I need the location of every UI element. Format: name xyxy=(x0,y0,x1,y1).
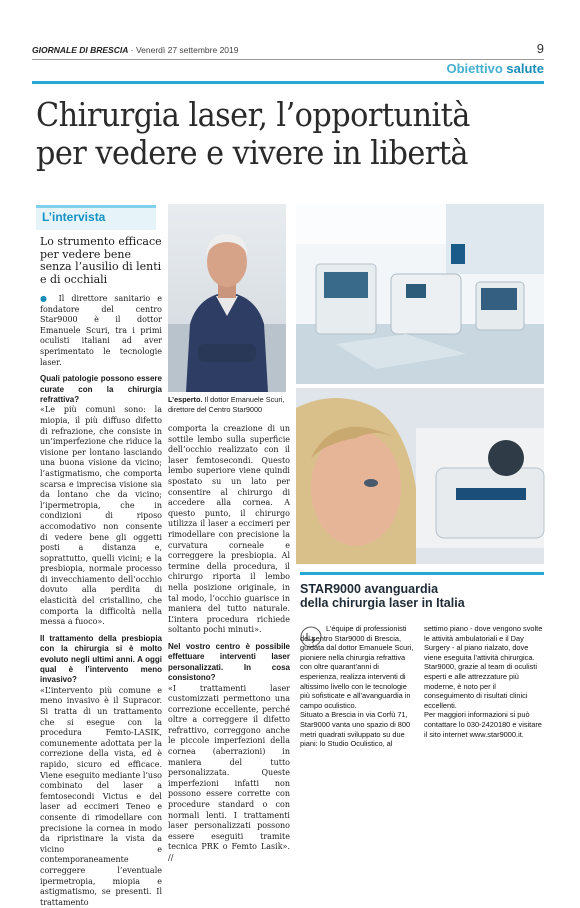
running-header xyxy=(32,45,542,59)
interview-label: L’intervista xyxy=(42,210,106,224)
box-title-line-1: STAR9000 avanguardia xyxy=(300,582,439,596)
headline-line-2: per vedere e vivere in libertà xyxy=(36,133,468,172)
interview-intro xyxy=(40,294,162,368)
question-2: Il trattamento della presbiopia con la chirurgia si è molto evoluto negli ultimi anni. A oggi qual è l’intervento meno invasivo? xyxy=(40,633,162,685)
box-title-line-2: della chirurgia laser in Italia xyxy=(300,596,465,610)
question-3: Nel vostro centro è possibile effettuare interventi laser personalizzati. In cosa consistono? xyxy=(168,641,290,683)
photo-caption xyxy=(168,395,286,414)
answer-1: «Le più comuni sono: la miopia, il più diffuso difetto di refrazione, che consiste in un’imperfezione che riduce la visione per lontano lasciando una buona visione da vicino; l’astigmatismo, che comporta scarsa e imprecisa visione sia da lontano che da vicino; l’ipermetropia, che in condizioni di riposo accomodativo non consente di vedere bene gli oggetti posti a distanza e, soprattutto, quelli vicini; e la presbiopia, normale processo di invecchiamento dell’occhio dovuto alla perdita di elasticità del cristallino, che comporta la difficoltà nella messa a fuoco». xyxy=(40,405,162,627)
article-column-2 xyxy=(168,424,290,862)
box-paragraph-1: L’équipe di professionisti del centro Star9000 di Brescia, guidata dal dottor Emanuele Scuri, pioniere nella chirurgia refrattiva con oltre quarant’anni di esperienza, realizza interventi di altissimo livello con le tecnologie più sofisticate e all’avanguardia in campo oculistico. xyxy=(300,624,414,710)
header-separator: · xyxy=(130,45,134,55)
page-number: 9 xyxy=(536,41,544,56)
portrait-photo xyxy=(168,204,286,392)
clinic-photo xyxy=(296,204,544,384)
box-paragraph-4: Star9000, grazie al team di oculisti esperti e alle attrezzature più moderne, è noto per il conseguimento di risultati clinici eccellenti. xyxy=(424,662,537,710)
section-rule xyxy=(32,81,544,84)
box-rule xyxy=(300,572,544,575)
box-title xyxy=(300,582,544,610)
answer-2-continued: comporta la creazione di un sottile lembo sulla superficie dell’occhio realizzato con il laser femtosecondi. Questo lembo superiore viene quindi spostato su un lato per consentire al chirurgo di accedere alla cornea. A questo punto, il chirurgo utilizza il laser a eccimeri per rimodellare con precisione la curvatura corneale e correggere la presbiopia. Al termine della procedura, il chirurgo riporta il lembo nella posizione originale, in tal modo, l’occhio guarisce in maniera del tutto naturale. L’intera procedura richiede soltanto pochi minuti». xyxy=(168,424,290,635)
newspaper-name: GIORNALE DI BRESCIA xyxy=(32,45,129,55)
page-title xyxy=(36,96,505,172)
article-column-1 xyxy=(40,294,162,907)
bullet-icon: ● xyxy=(40,294,52,303)
box-paragraph-2: Situato a Brescia in via Corfù 71, Star9000 vanta uno spazio di 800 metri quadrati sviluppato su due piani: lo Studio Oculistico, al xyxy=(300,710,411,749)
caption-lead: L’esperto. xyxy=(168,395,203,404)
box-paragraph-3: settimo piano - dove vengono svolte le attività ambulatoriali e il Day Surgery - al piano rialzato, dove viene eseguita l’attività chirurgica. xyxy=(424,624,543,662)
caption-text: Il dottor Emanuele Scuri, direttore del Centro Star9000 xyxy=(168,395,285,414)
box-column-2 xyxy=(424,624,544,774)
interview-deck: Lo strumento efficace per vedere bene senza l’ausilio di lenti e di occhiali xyxy=(40,235,162,286)
intro-text: Il direttore sanitario e fondatore del centro Star9000 è il dottor Emanuele Scuri, tra i primi oculisti italiani ad aver sperimentato le tecnologie laser. xyxy=(40,294,162,367)
answer-2: «L’intervento più comune e meno invasivo è il Supracor. Si tratta di un trattamento che si esegue con la procedura Femto-LASIK, comunemente adottata per la correzione della vista, ed è rapido, sicuro ed efficace. Viene eseguito mediante l’uso combinato del laser a femtosecondi Victus e del laser ad eccimeri Teneo e consente di rimodellare con precisione la cornea in modo da ripristinare la vista da vicino e contemporaneamente correggere l’eventuale ipermetropia, miopia e astigmatismo, se presenti. Il trattamento xyxy=(40,685,162,907)
box-paragraph-5: Per maggiori informazioni si può contattare lo 030-2420180 e visitare il sito internet www.star9000.it. xyxy=(424,710,542,739)
question-1: Quali patologie possono essere curate con la chirurgia refrattiva? xyxy=(40,374,162,404)
interview-label-bar xyxy=(36,205,156,230)
section-label xyxy=(446,61,544,76)
eye-exam-photo xyxy=(296,388,544,564)
box-column-1 xyxy=(300,624,416,774)
section-label-part1: Obiettivo xyxy=(446,61,503,76)
section-label-part2: salute xyxy=(506,61,544,76)
header-divider xyxy=(32,59,544,60)
answer-3: «I trattamenti laser customizzati permettono una correzione eccellente, perché oltre a correggere il difetto refrattivo, correggono anche le piccole imperfezioni della cornea (aberrazioni) in maniera del tutto personalizzata. Queste imperfezioni infatti non possono essere corrette con procedure standard o con normali lenti. I trattamenti laser personalizzati possono essere eseguiti tramite tecnica PRK o Femto Lasik». // xyxy=(168,683,290,862)
issue-date: Venerdì 27 settembre 2019 xyxy=(135,45,239,55)
headline-line-1: Chirurgia laser, l’opportunità xyxy=(36,95,470,134)
